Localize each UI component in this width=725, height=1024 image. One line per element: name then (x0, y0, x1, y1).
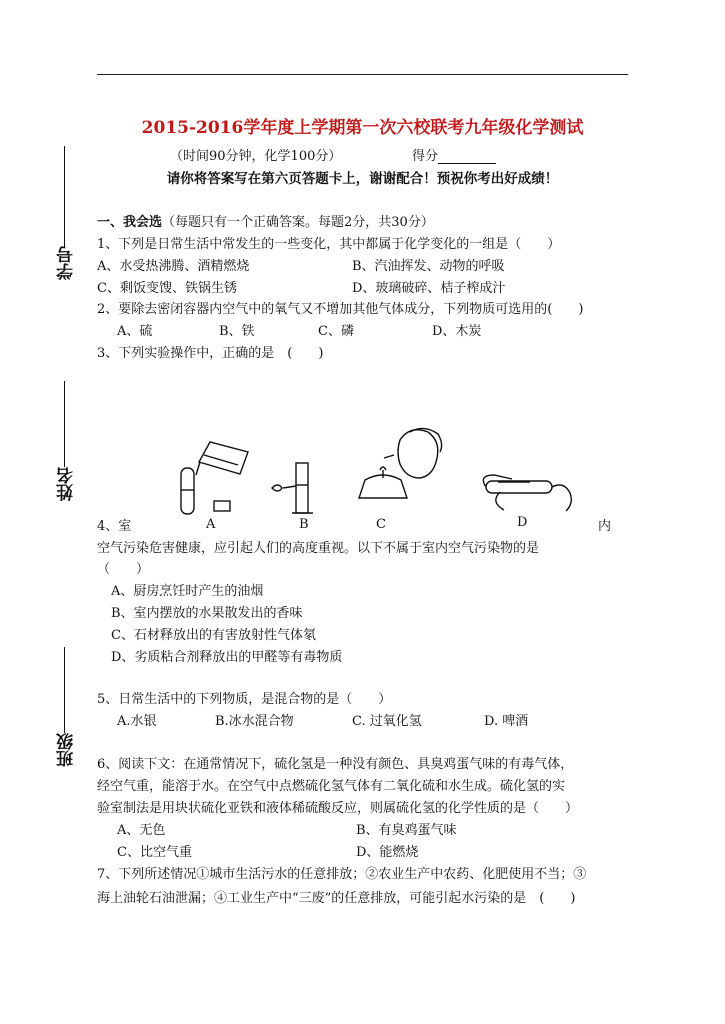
side-line-student-no (64, 146, 65, 248)
top-rule (97, 74, 628, 75)
q7-line-2: 海上油轮石油泄漏；④工业生产中“三废”的任意排放，可能引起水污染的是 ( ) (97, 891, 576, 906)
q2-option-b: B、铁 (219, 324, 255, 339)
q5-option-c: C. 过氧化氢 (352, 714, 422, 729)
figure-label-d: D (517, 515, 528, 530)
figure-d-test-tube (483, 475, 571, 511)
score-label: 得分 (412, 149, 439, 164)
page-title: 2015-2016学年度上学期第一次六校联考九年级化学测试 (141, 118, 584, 138)
q2-option-c: C、磷 (318, 324, 354, 339)
q2-option-d: D、木炭 (432, 324, 482, 339)
side-line-class (64, 647, 65, 733)
q4-lead: 4、室 (97, 519, 132, 534)
q1-option-d: D、玻璃破碎、桔子榨成汁 (352, 281, 506, 296)
q7-line-1: 7、下列所述情况①城市生活污水的任意排放；②农业生产中农药、化肥使用不当；③ (97, 867, 587, 882)
exam-meta: （时间90分钟，化学100分） (170, 149, 342, 164)
q4-option-a: A、厨房烹饪时产生的油烟 (111, 584, 264, 599)
q5-option-d: D. 啤酒 (484, 714, 529, 729)
q6-line-1: 6、阅读下文：在通常情况下，硫化氢是一种没有颜色、具臭鸡蛋气味的有毒气体， (97, 757, 574, 772)
side-label-class: 班级 (57, 733, 77, 767)
q5-stem: 5、日常生活中的下列物质，是混合物的是（ ） (97, 692, 392, 707)
q6-option-d: D、能燃烧 (356, 845, 419, 860)
side-line-name (64, 381, 65, 467)
section-title: 一、我会选 (97, 215, 163, 230)
q2-option-a: A、硫 (117, 324, 153, 339)
figure-c-blowing-lamp (359, 428, 442, 498)
q4-option-b: B、室内摆放的水果散发出的香味 (111, 606, 303, 621)
q3-stem: 3、下列实验操作中，正确的是 ( ) (97, 346, 324, 361)
q5-option-a: A.水银 (117, 714, 157, 729)
q6-option-c: C、比空气重 (117, 845, 192, 860)
q1-option-c: C、剩饭变馊、铁锅生锈 (97, 281, 237, 296)
figure-label-c: C (376, 517, 386, 532)
side-label-name: 姓名 (57, 467, 77, 501)
notice: 请你将答案写在第六页答题卡上，谢谢配合！预祝你考出好成绩！ (166, 171, 559, 187)
figure-label-a: A (206, 517, 216, 532)
q4-paren: （ ） (97, 562, 150, 577)
q4-stem: 空气污染危害健康，应引起人们的高度重视。以下不属于室内空气污染物的是 (97, 541, 540, 556)
q6-option-b: B、有臭鸡蛋气味 (356, 823, 457, 838)
score-blank (438, 150, 496, 164)
section-note: （每题只有一个正确答案。每题2分，共30分） (162, 215, 434, 230)
q1-option-a: A、水受热沸腾、酒精燃烧 (97, 259, 250, 274)
q6-line-3: 验室制法是用块状硫化亚铁和液体稀硫酸反应，则属硫化氢的化学性质的是（ ） (97, 801, 579, 816)
figure-label-b: B (299, 517, 309, 532)
q1-option-b: B、汽油挥发、动物的呼吸 (352, 259, 505, 274)
q1-stem: 1、下列是日常生活中常发生的一些变化，其中都属于化学变化的一组是（ ） (97, 237, 561, 252)
q6-line-2: 经空气重，能溶于水。在空气中点燃硫化氢气体有二氧化硫和水生成。硫化氢的实 (97, 779, 566, 794)
q4-option-c: C、石材释放出的有害放射性气体氡 (111, 628, 316, 643)
score-field (412, 145, 496, 164)
figure-a-pouring (181, 442, 248, 514)
q4-lead-end: 内 (598, 519, 612, 534)
figure-b-cylinder (272, 463, 313, 513)
q6-option-a: A、无色 (117, 823, 166, 838)
section-heading (97, 211, 434, 230)
q2-stem: 2、要除去密闭容器内空气中的氧气又不增加其他气体成分，下列物质可选用的( ) (97, 302, 584, 317)
q4-option-d: D、劣质粘合剂释放出的甲醛等有毒物质 (111, 650, 343, 665)
side-label-student-no: 学号 (57, 246, 77, 280)
q5-option-b: B.冰水混合物 (215, 714, 294, 729)
